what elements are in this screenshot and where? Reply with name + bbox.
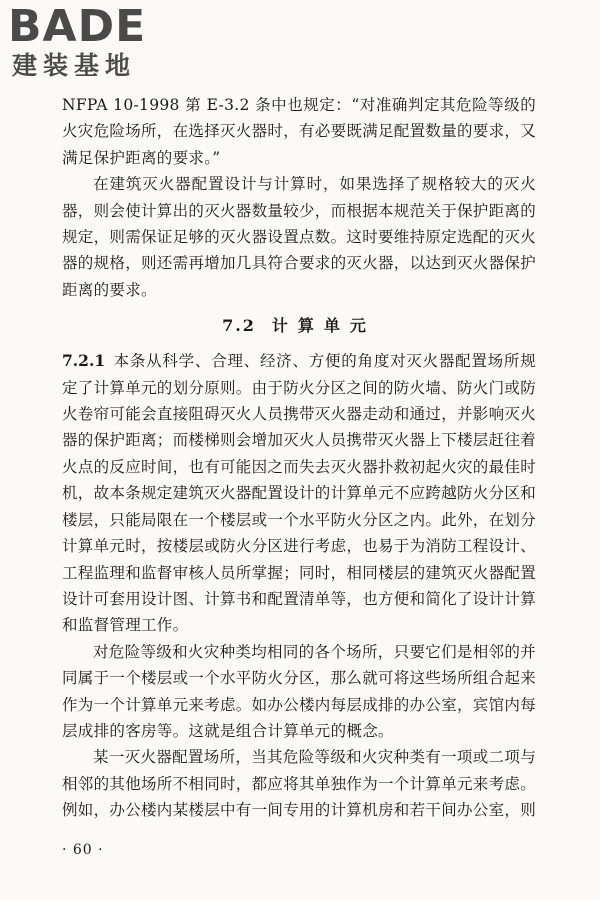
section-heading	[62, 313, 536, 336]
section-number: 7.2	[222, 316, 256, 336]
paragraph-combined-unit: 对危险等级和火灾种类均相同的各个场所，只要它们是相邻的并同属于一个楼层或一个水平防火分区，那么就可将这些场所组合起来作为一个计算单元来考虑。如办公楼内每层成排的办公室，宾馆内每层成排的客房等。这就是组合计算单元的概念。	[62, 642, 537, 740]
clause-text: 本条从科学、合理、经济、方便的角度对灭火器配置场所规定了计算单元的划分原则。由于防火分区之间的防火墙、防火门或防火卷帘可能会直接阻碍灭火人员携带灭火器走动和通过，并影响灭火器的保护距离；而楼梯则会增加灭火人员携带灭火器上下楼层赶往着火点的反应时间，也有可能因之而失去灭火器扑救初起火灾的最佳时机，故本条规定建筑灭火器配置设计的计算单元不应跨越防火分区和楼层，只能局限在一个楼层或一个水平防火分区之内。此外，在划分计算单元时，按楼层或防火分区进行考虑，也易于为消防工程设计、工程监理和监督审核人员所掌握；同时，相同楼层的建筑灭火器配置设计可套用设计图、计算书和配置清单等，也方便和简化了设计计算和监督管理工作。	[62, 352, 537, 635]
page-number: · 60 ·	[62, 842, 104, 858]
logo-wordmark: BADE	[8, 1, 147, 52]
section-title: 计算单元	[271, 316, 376, 336]
logo-subtitle: 建装基地	[12, 51, 137, 80]
site-logo	[8, 1, 178, 88]
page-body	[62, 92, 536, 824]
paragraph-extinguisher-size: 在建筑灭火器配置设计与计算时，如果选择了规格较大的灭火器，则会使计算出的灭火器数量较少，而根据本规范关于保护距离的规定，则需保证足够的灭火器设置点数。这时要维持原定选配的灭火器的规格，则还需再增加几具符合要求的灭火器，以达到灭火器保护距离的要求。	[62, 175, 537, 299]
clause-number: 7.2.1	[62, 351, 106, 371]
paragraph-separate-unit: 某一灭火器配置场所，当其危险等级和火灾种类有一项或二项与相邻的其他场所不相同时，都应将其单独作为一个计算单元来考虑。例如，办公楼内某楼层中有一间专用的计算机房和若干间办公室，则	[62, 748, 537, 820]
clause-paragraph	[62, 348, 536, 638]
paragraph-nfpa-quote: NFPA 10-1998 第 E-3.2 条中也规定：“对准确判定其危险等级的火灾危险场所，在选择灭火器时，有必要既满足配置数量的要求，又满足保护距离的要求。”	[62, 96, 537, 167]
